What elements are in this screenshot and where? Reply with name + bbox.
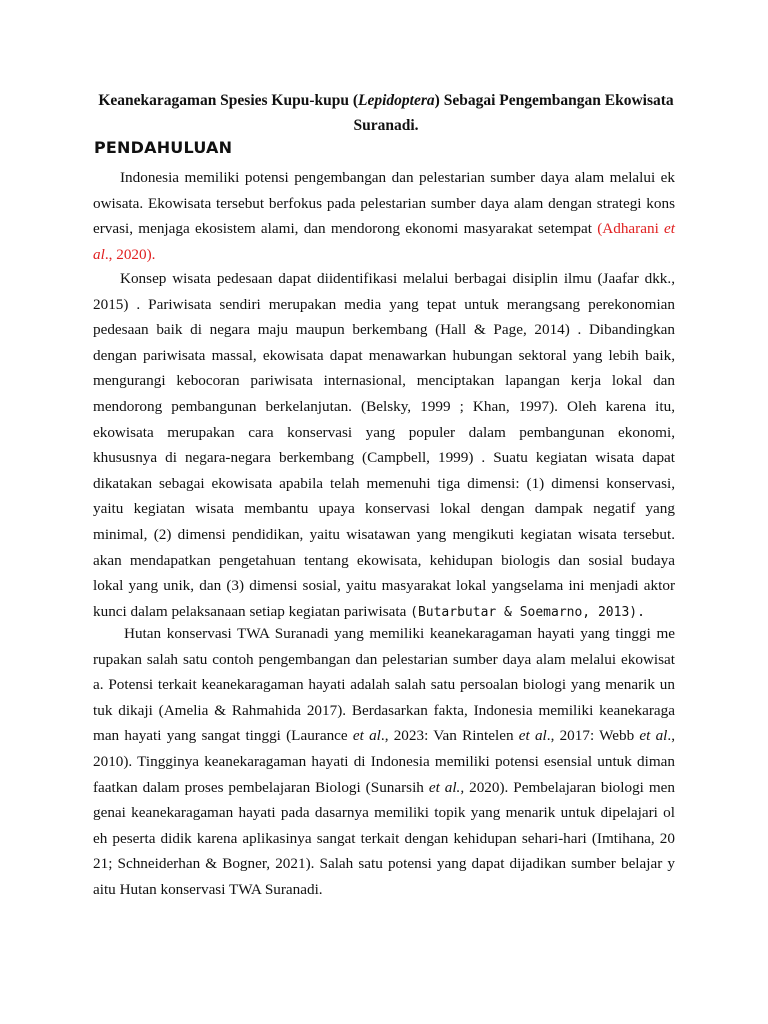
paragraph-line: 2015) . Pariwisata sendiri merupakan media yang tepat untuk merangsang perekonomian xyxy=(93,295,675,313)
paragraph-line: Indonesia memiliki potensi pengembangan dan pelestarian sumber daya alam melalui ek xyxy=(120,169,675,186)
italic-et-al: et al., xyxy=(428,778,465,796)
title-line-2: Suranadi. xyxy=(353,117,419,134)
citation-italic: al xyxy=(93,245,105,263)
title-italic-taxon: Lepidoptera xyxy=(358,92,435,109)
title-line-1 xyxy=(92,88,680,113)
title-text-continued: ) Sebagai Pengembangan Ekowisata xyxy=(434,92,674,109)
citation-monospace: (Butarbutar & Soemarno, 2013). xyxy=(410,604,645,620)
paragraph-line xyxy=(93,775,675,801)
paragraph-line xyxy=(93,216,675,242)
paragraph-line: akan mendapatkan pengetahuan tentang ekowisata, kehidupan biologis dan sosial budaya xyxy=(93,551,675,569)
italic-et-al: et al xyxy=(518,727,547,745)
paragraph-3 xyxy=(93,621,675,903)
section-heading: PENDAHULUAN xyxy=(94,138,233,157)
citation-text: ., 2020). xyxy=(104,245,156,263)
paragraph-2 xyxy=(93,266,675,624)
title-text: Keanekaragaman Spesies Kupu-kupu ( xyxy=(98,92,359,109)
italic-et-al: et al xyxy=(639,727,668,745)
paragraph-line: ekowisata merupakan cara konservasi yang populer dalam pembangunan ekonomi, xyxy=(93,423,675,441)
paragraph-line: a. Potensi terkait keanekaragaman hayati adalah salah satu persoalan biologi yang menarik un xyxy=(93,676,675,694)
paragraph-line xyxy=(93,242,675,268)
paragraph-line: minimal, (2) dimensi pendidikan, yaitu wisatawan yang mengikuti kegiatan wisata tersebut. xyxy=(93,525,675,543)
paragraph-line: mendorong pembangunan berkelanjutan. (Belsky, 1999 ; Khan, 1997). Oleh karena itu, xyxy=(93,397,675,415)
paragraph-line: owisata. Ekowisata tersebut berfokus pada pelestarian sumber daya alam dengan strategi kons xyxy=(93,194,675,212)
paragraph-line: 21; Schneiderhan & Bogner, 2021). Salah satu potensi yang dapat dijadikan sumber belajar y xyxy=(93,855,675,873)
italic-et-al: et al xyxy=(352,727,381,745)
paragraph-line: dengan pariwisata massal, ekowisata dapat menawarkan hubungan sektoral yang lebih baik, xyxy=(93,346,675,364)
line-text: ervasi, menjaga ekosistem alami, dan mendorong ekonomi masyarakat setempat xyxy=(93,220,598,238)
paragraph-line xyxy=(93,723,675,749)
line-text: ., 2023: Van Rintelen xyxy=(380,727,519,745)
citation-text: (Adharani xyxy=(597,220,665,238)
citation-italic: et xyxy=(664,220,675,238)
line-text: 2020). Pembelajaran biologi men xyxy=(464,778,675,796)
line-text: faatkan dalam proses pembelajaran Biologi (Sunarsih xyxy=(93,778,429,796)
document-title xyxy=(92,88,680,138)
line-text: ., 2017: Webb xyxy=(546,727,640,745)
paragraph-line: khususnya di negara-negara berkembang (Campbell, 1999) . Suatu kegiatan wisata dapat xyxy=(93,449,675,467)
paragraph-line: genai keanekaragaman hayati pada dasarnya memiliki topik yang menarik untuk dipelajari ol xyxy=(93,804,675,822)
line-text: man hayati yang sangat tinggi (Laurance xyxy=(93,727,353,745)
paragraph-line: yaitu kegiatan wisata membantu upaya konservasi lokal dengan dampak negatif yang xyxy=(93,500,675,518)
line-text: ., xyxy=(667,727,675,745)
paragraph-line: mengurangi kebocoran pariwisata internasional, menciptakan lapangan kerja lokal dan xyxy=(93,372,675,390)
paragraph-1 xyxy=(93,165,675,267)
paragraph-line: Hutan konservasi TWA Suranadi yang memiliki keanekaragaman hayati yang tinggi me xyxy=(124,625,675,642)
paragraph-line: pedesaan baik di negara maju maupun berkembang (Hall & Page, 2014) . Dibandingkan xyxy=(93,321,675,339)
paragraph-line: 2010). Tingginya keanekaragaman hayati di Indonesia memiliki potensi esensial untuk diman xyxy=(93,752,675,770)
paragraph-line: rupakan salah satu contoh pengembangan dan pelestarian sumber daya alam melalui ekowisat xyxy=(93,650,675,668)
line-text: kunci dalam pelaksanaan setiap kegiatan pariwisata xyxy=(93,602,411,620)
paragraph-line: Konsep wisata pedesaan dapat diidentifikasi melalui berbagai disiplin ilmu (Jaafar dkk., xyxy=(120,270,675,287)
paragraph-line: dikatakan sebagai ekowisata apabila telah memenuhi tiga dimensi: (1) dimensi konservasi, xyxy=(93,474,675,492)
paragraph-line: lokal yang unik, dan (3) dimensi sosial, yaitu masyarakat lokal yangselama ini menjadi aktor xyxy=(93,577,675,595)
paragraph-line: aitu Hutan konservasi TWA Suranadi. xyxy=(93,880,323,898)
paragraph-line: tuk dikaji (Amelia & Rahmahida 2017). Berdasarkan fakta, Indonesia memiliki keanekaraga xyxy=(93,701,675,719)
paragraph-line: eh peserta didik karena aplikasinya sangat terkait dengan kehidupan sehari-hari (Imtihana, 20 xyxy=(93,829,675,847)
